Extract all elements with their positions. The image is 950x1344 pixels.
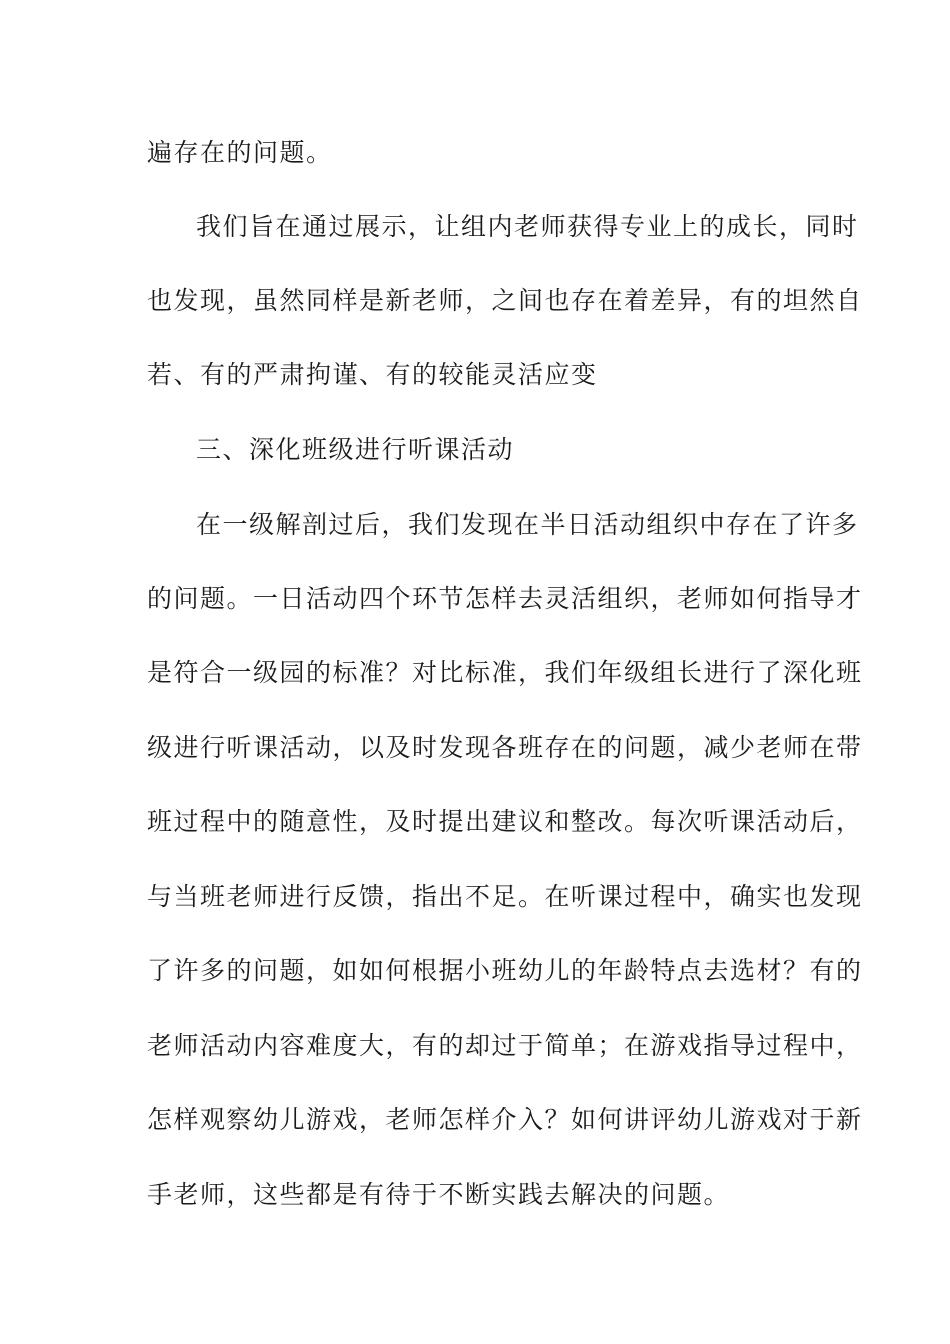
paragraph-line: 老师活动内容难度大，有的却过于简单；在游戏指导过程中， xyxy=(147,1031,863,1060)
paragraph-line: 了许多的问题，如如何根据小班幼儿的年龄特点去选材？有的 xyxy=(147,956,863,985)
paragraph-line: 我们旨在通过展示，让组内老师获得专业上的成长，同时 xyxy=(196,212,859,241)
paragraph-line: 与当班老师进行反馈，指出不足。在听课过程中，确实也发现 xyxy=(147,882,863,911)
paragraph-line: 也发现，虽然同样是新老师，之间也存在着差异，有的坦然自 xyxy=(147,286,863,315)
section-heading: 三、深化班级进行听课活动 xyxy=(196,435,515,464)
paragraph-line: 级进行听课活动，以及时发现各班存在的问题，减少老师在带 xyxy=(147,733,863,762)
paragraph-line: 遍存在的问题。 xyxy=(147,138,333,167)
paragraph-line: 怎样观察幼儿游戏，老师怎样介入？如何讲评幼儿游戏对于新 xyxy=(147,1105,863,1134)
paragraph-line: 的问题。一日活动四个环节怎样去灵活组织，老师如何指导才 xyxy=(147,584,863,613)
paragraph-line: 手老师，这些都是有待于不断实践去解决的问题。 xyxy=(147,1180,731,1209)
paragraph-line: 班过程中的随意性，及时提出建议和整改。每次听课活动后， xyxy=(147,807,863,836)
paragraph-line: 是符合一级园的标准？对比标准，我们年级组长进行了深化班 xyxy=(147,658,863,687)
paragraph-line: 若、有的严肃拘谨、有的较能灵活应变 xyxy=(147,360,598,389)
paragraph-line: 在一级解剖过后，我们发现在半日活动组织中存在了许多 xyxy=(196,510,859,539)
